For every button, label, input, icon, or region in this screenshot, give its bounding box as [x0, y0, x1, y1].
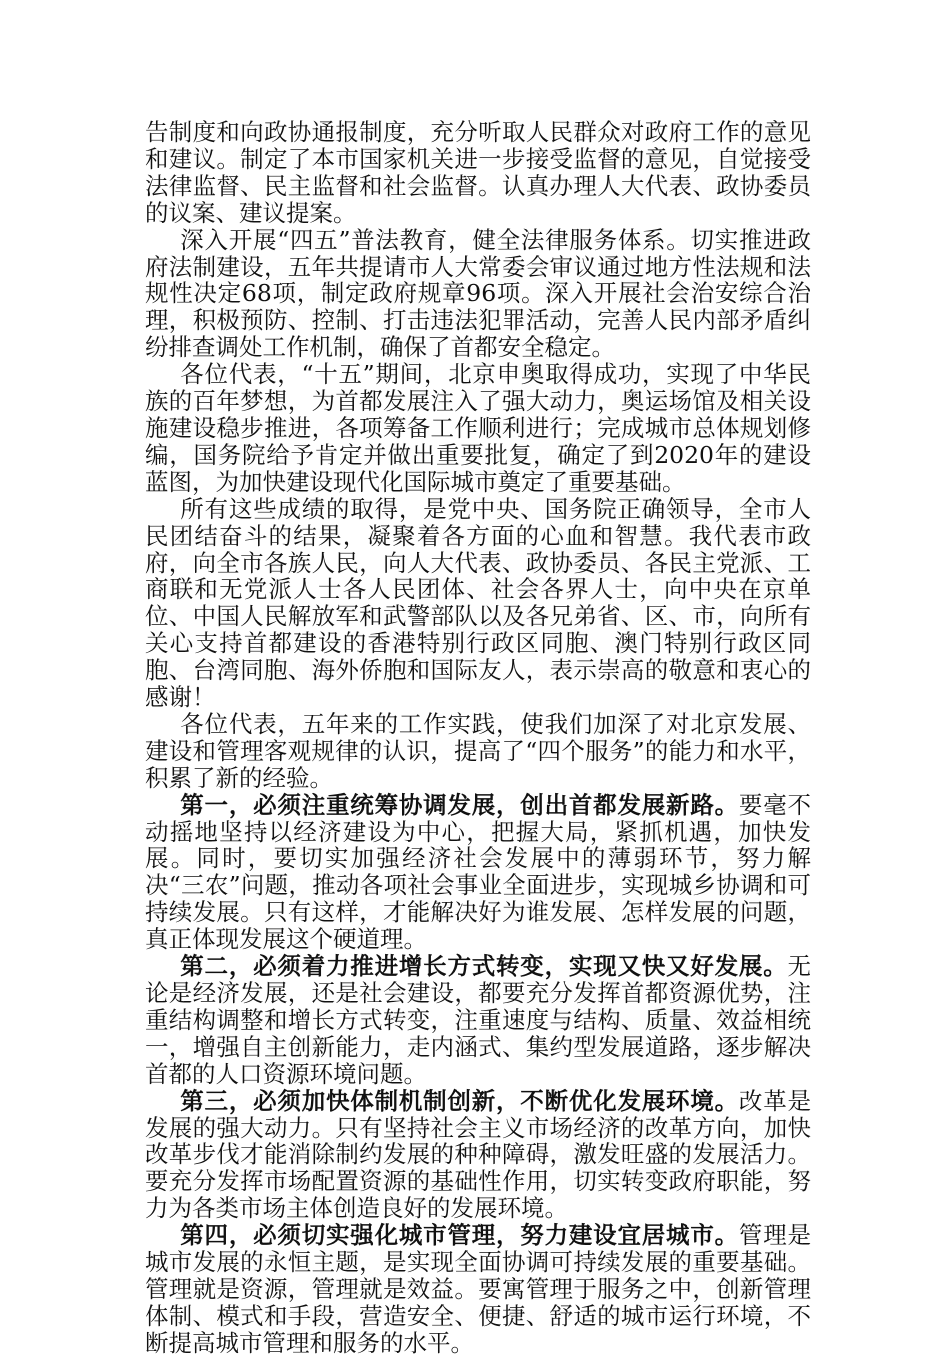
paragraph-7	[145, 953, 811, 1088]
paragraph-1-text: 告制度和向政协通报制度，充分听取人民群众对政府工作的意见和建议。制定了本市国家机关进一步接受监督的意见，自觉接受法律监督、民主监督和社会监督。认真办理人大代表、政协委员的议案、建议提案。	[145, 118, 811, 227]
paragraph-8	[145, 1088, 811, 1223]
paragraph-3	[145, 361, 811, 496]
paragraph-3-text: 各位代表，“十五”期间，北京申奥取得成功，实现了中华民族的百年梦想，为首都发展注入了强大动力，奥运场馆及相关设施建设稳步推进，各项筹备工作顺利进行；完成城市总体规划修编，国务院给予肯定并做出重要批复，确定了到2020年的建设蓝图，为加快建设现代化国际城市奠定了重要基础。	[145, 360, 811, 496]
paragraph-4	[145, 496, 811, 711]
paragraph-9-lead: 第四，必须切实强化城市管理，努力建设宜居城市。	[180, 1221, 739, 1250]
paragraph-6-lead: 第一，必须注重统筹协调发展，创出首都发展新路。	[180, 790, 739, 819]
paragraph-5	[145, 711, 811, 792]
paragraph-7-lead: 第二，必须着力推进增长方式转变，实现又快又好发展。	[180, 952, 788, 981]
paragraph-7-text: 无论是经济发展，还是社会建设，都要充分发挥首都资源优势，注重结构调整和增长方式转变，注重速度与结构、质量、效益相统一，增强自主创新能力，走内涵式、集约型发展道路，逐步解决首都的人口资源环境问题。	[145, 952, 811, 1088]
paragraph-2-text: 深入开展“四五”普法教育，健全法律服务体系。切实推进政府法制建设，五年共提请市人大常委会审议通过地方性法规和法规性决定68项，制定政府规章96项。深入开展社会治安综合治理，积极预防、控制、打击违法犯罪活动，完善人民内部矛盾纠纷排查调处工作机制，确保了首都安全稳定。	[145, 225, 811, 362]
paragraph-6-text: 要毫不动摇地坚持以经济建设为中心，把握大局，紧抓机遇，加快发展。同时，要切实加强经济社会发展中的薄弱环节，努力解决“三农”问题，推动各项社会事业全面进步，实现城乡协调和可持续发展。只有这样，才能解决好为谁发展、怎样发展的问题，真正体现发展这个硬道理。	[145, 790, 812, 954]
paragraph-6	[145, 792, 811, 953]
paragraph-8-text: 改革是发展的强大动力。只有坚持社会主义市场经济的改革方向，加快改革步伐才能消除制约发展的种种障碍，激发旺盛的发展活力。要充分发挥市场配置资源的基础性作用，切实转变政府职能，努力为各类市场主体创造良好的发展环境。	[145, 1086, 812, 1223]
paragraph-4-text: 所有这些成绩的取得，是党中央、国务院正确领导，全市人民团结奋斗的结果，凝聚着各方面的心血和智慧。我代表市政府，向全市各族人民，向人大代表、政协委员、各民主党派、工商联和无党派人士各人民团体、社会各界人士，向中央在京单位、中国人民解放军和武警部队以及各兄弟省、区、市，向所有关心支持首都建设的香港特别行政区同胞、澳门特别行政区同胞、台湾同胞、海外侨胞和国际友人，表示崇高的敬意和衷心的感谢！	[145, 494, 811, 712]
paragraph-5-text: 各位代表，五年来的工作实践，使我们加深了对北京发展、建设和管理客观规律的认识，提高了“四个服务”的能力和水平，积累了新的经验。	[145, 709, 811, 792]
paragraph-9-text: 管理是城市发展的永恒主题，是实现全面协调可持续发展的重要基础。管理就是资源，管理就是效益。要寓管理于服务之中，创新管理体制、模式和手段，营造安全、便捷、舒适的城市运行环境，不断提高城市管理和服务的水平。	[145, 1221, 812, 1357]
paragraph-2	[145, 227, 811, 362]
document-page	[145, 119, 811, 1357]
paragraph-1	[145, 119, 811, 227]
paragraph-9	[145, 1222, 811, 1357]
paragraph-8-lead: 第三，必须加快体制机制创新，不断优化发展环境。	[180, 1086, 739, 1115]
